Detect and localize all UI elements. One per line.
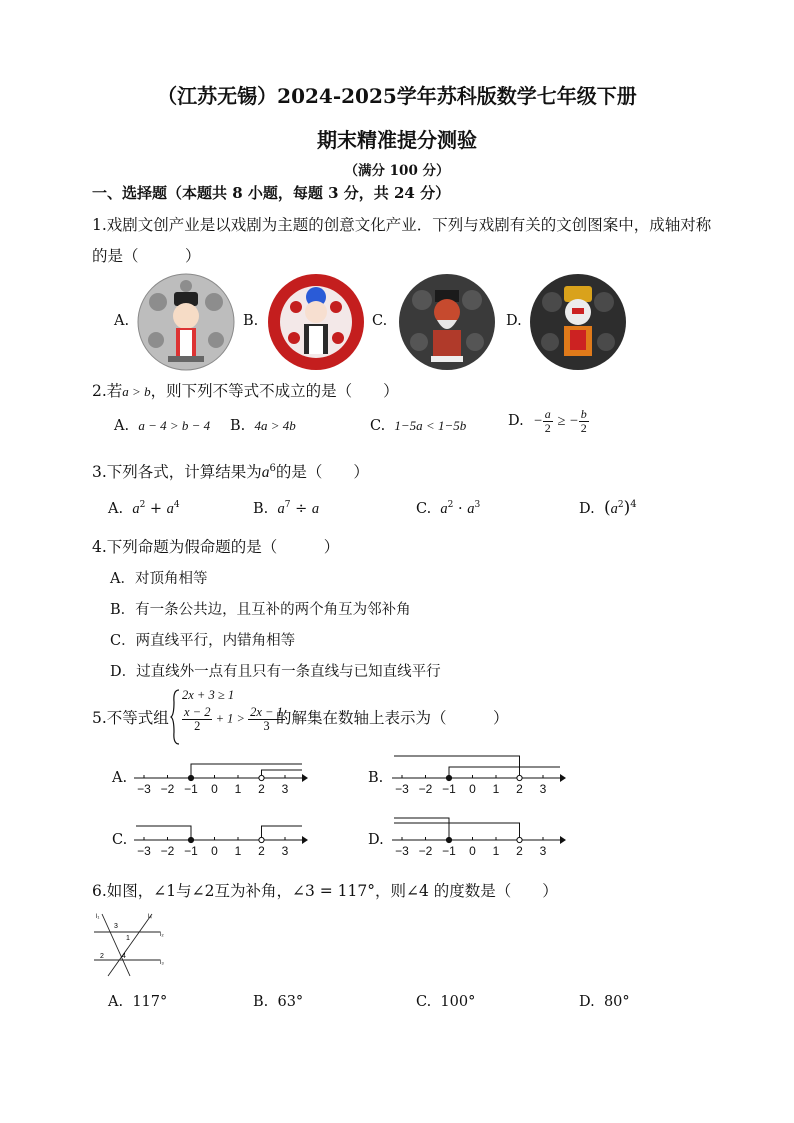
q5-inequality-1: 2x + 3 ≥ 1 <box>182 688 235 702</box>
q6-label-d: D. <box>579 994 595 1010</box>
q6-value-d: 80° <box>603 994 630 1010</box>
q3-d-exp1: 2 <box>617 500 624 511</box>
q5-option-a-label: A. <box>112 770 128 786</box>
q6-figure <box>92 910 166 980</box>
q3-c-op: · <box>453 500 468 517</box>
tick-label: −2 <box>418 782 433 796</box>
fig-label-l2: l₂ <box>160 932 164 938</box>
axis-arrow-icon <box>560 774 566 782</box>
q5-option-b-label: B. <box>368 770 384 786</box>
q2-d-num1: a <box>544 407 551 421</box>
q3-d-base: a <box>610 501 618 517</box>
fig-label-4: 4 <box>122 953 126 960</box>
q5-inequality-2 <box>182 706 285 733</box>
solution-ray <box>394 818 449 840</box>
q5-frac2-num: 2x − 1 <box>250 705 283 719</box>
tick-label: 3 <box>281 782 289 796</box>
fig-label-2: 2 <box>100 953 104 960</box>
score-note: （满分 100 分） <box>344 163 450 179</box>
tick-label: 2 <box>516 782 523 796</box>
question-1-text-cont: 的是（ ） <box>92 247 201 265</box>
q2-d-sign: − <box>532 413 543 430</box>
tick-label: 2 <box>516 844 523 858</box>
solution-ray <box>262 826 303 840</box>
q2-option-d <box>508 408 589 434</box>
q3-option-a <box>108 500 180 518</box>
q2-d-num2: b <box>580 407 587 421</box>
q2-option-b <box>230 418 296 434</box>
q4-option-a: A．对顶角相等 <box>110 571 208 587</box>
question-4-text: 4.下列命题为假命题的是（ ） <box>92 538 340 556</box>
q3-label-a: A. <box>108 500 124 517</box>
q3-text-pre: 3.下列各式，计算结果为 <box>92 463 262 481</box>
tick-label: −3 <box>137 844 151 858</box>
tick-label: 0 <box>211 844 218 858</box>
number-line-c <box>130 814 310 864</box>
tick-label: −3 <box>395 782 409 796</box>
q4-option-c: C．两直线平行，内错角相等 <box>110 633 296 649</box>
tick-label: −1 <box>442 782 456 796</box>
q3-text-post: 的是（ ） <box>275 463 369 481</box>
q3-a-exp2: 4 <box>173 500 180 510</box>
q3-b-exp1: 7 <box>284 500 291 510</box>
tick-label: −2 <box>160 782 175 796</box>
q3-c-base: a <box>440 500 448 517</box>
number-line-d <box>388 814 568 864</box>
hollow-point <box>517 837 522 842</box>
question-5-pre: 5.不等式组 <box>92 709 169 727</box>
tick-label: 0 <box>211 782 218 796</box>
fig-label-l3: l₃ <box>160 960 164 966</box>
opera-image-b <box>266 272 366 372</box>
q4-option-b: B．有一条公共边，且互补的两个角互为邻补角 <box>110 602 411 618</box>
q3-a-base: a <box>132 500 140 517</box>
q6-value-c: 100° <box>440 994 476 1010</box>
question-5-post: 的解集在数轴上表示为（ ） <box>276 709 509 727</box>
question-6-text: 6.如图，∠1与∠2互为补角，∠3 = 117°，则∠4 的度数是（ ） <box>92 882 558 900</box>
q3-d-outer-exp: 4 <box>630 499 637 511</box>
q2-label-c: C. <box>370 418 386 434</box>
q6-value-b: 63° <box>277 994 304 1010</box>
q5-option-d-label: D. <box>368 832 384 848</box>
hollow-point <box>259 837 264 842</box>
q3-b-op: ÷ <box>290 500 312 517</box>
solid-point <box>446 837 451 842</box>
q3-b-base2: a <box>311 500 320 517</box>
section-heading: 一、选择题（本题共 8 小题，每题 3 分，共 24 分） <box>92 184 451 202</box>
solid-point <box>188 775 193 780</box>
question-1-text: 1.戏剧文创产业是以戏剧为主题的创意文化产业．下列与戏剧有关的文创图案中，成轴对称 <box>92 216 712 234</box>
q2-text-post: ，则下列不等式不成立的是（ ） <box>150 382 399 400</box>
q2-option-c <box>370 418 466 434</box>
tick-label: −3 <box>137 782 151 796</box>
q2-d-den2: 2 <box>580 420 587 435</box>
q5-frac2-den: 3 <box>263 719 270 734</box>
tick-label: −3 <box>395 844 409 858</box>
tick-label: 1 <box>492 782 500 796</box>
solution-ray <box>394 823 520 840</box>
axis-arrow-icon <box>560 836 566 844</box>
q1-option-a-label: A. <box>114 313 130 329</box>
page-subtitle: 期末精准提分测验 <box>317 128 477 152</box>
q6-label-a: A. <box>108 994 124 1010</box>
page-title: （江苏无锡）2024-2025学年苏科版数学七年级下册 <box>157 84 637 108</box>
q3-target-exp: 6 <box>269 462 276 474</box>
q1-option-d-label: D. <box>506 313 522 329</box>
fig-label-l4: l₄ <box>148 914 152 920</box>
axis-arrow-icon <box>302 774 308 782</box>
tick-label: 3 <box>281 844 289 858</box>
q3-c-base2: a <box>467 500 475 517</box>
q6-option-d <box>579 994 630 1010</box>
q3-b-base: a <box>277 500 285 517</box>
q3-target-base: a <box>261 464 270 481</box>
q3-c-exp1: 2 <box>447 500 454 510</box>
tick-label: 2 <box>258 782 265 796</box>
solid-point <box>188 837 193 842</box>
question-2-text <box>92 379 399 401</box>
q2-label-b: B. <box>230 418 246 434</box>
q5-frac1-num: x − 2 <box>184 705 211 719</box>
axis-arrow-icon <box>302 836 308 844</box>
fig-label-l1: l₁ <box>96 914 100 920</box>
q2-option-a <box>114 418 210 434</box>
tick-label: 0 <box>469 844 476 858</box>
q3-option-b <box>253 500 319 518</box>
number-line-a <box>130 752 310 802</box>
q4-option-d: D．过直线外一点有且只有一条直线与已知直线平行 <box>110 664 441 680</box>
fig-label-3: 3 <box>114 923 118 930</box>
q6-label-c: C. <box>416 994 432 1010</box>
tick-label: −2 <box>160 844 175 858</box>
q2-value-b: 4a > 4b <box>254 418 296 433</box>
tick-label: 3 <box>539 844 547 858</box>
tick-label: 1 <box>492 844 500 858</box>
q3-label-c: C. <box>416 500 432 517</box>
q6-option-a <box>108 994 167 1010</box>
q3-a-base2: a <box>166 500 174 517</box>
q6-option-b <box>253 994 303 1010</box>
q3-label-b: B. <box>253 500 269 517</box>
question-3-text <box>92 460 369 482</box>
q2-text-pre: 2.若 <box>92 382 123 400</box>
q3-option-d: D. $(a^2)^4$ <box>579 498 637 518</box>
hollow-point <box>259 775 264 780</box>
q2-label-a: A. <box>114 418 130 434</box>
q2-d-den1: 2 <box>544 420 551 435</box>
q2-label-d: D. <box>508 413 524 430</box>
opera-image-c <box>397 272 497 372</box>
q2-d-rel: ≥ − <box>557 413 579 430</box>
q2-value-c: 1−5a < 1−5b <box>394 418 467 433</box>
tick-label: −2 <box>418 844 433 858</box>
number-line-b <box>388 752 568 802</box>
q1-option-c-label: C. <box>372 313 388 329</box>
tick-label: 3 <box>539 782 547 796</box>
tick-label: −1 <box>184 782 198 796</box>
opera-image-a <box>136 272 236 372</box>
q3-c-exp2: 3 <box>474 500 481 510</box>
q3-option-c <box>416 500 480 518</box>
q6-option-c <box>416 994 475 1010</box>
q2-value-a: a − 4 > b − 4 <box>138 418 211 433</box>
q5-option-c-label: C. <box>112 832 128 848</box>
q6-value-a: 117° <box>132 994 168 1010</box>
tick-label: 1 <box>234 844 242 858</box>
q5-ineq2-mid: + 1 > <box>215 711 245 726</box>
tick-label: 0 <box>469 782 476 796</box>
q3-a-op: + <box>145 500 167 517</box>
fig-label-1: 1 <box>126 935 130 942</box>
tick-label: 1 <box>234 782 242 796</box>
hollow-point <box>517 775 522 780</box>
q1-option-b-label: B. <box>243 313 259 329</box>
q6-label-b: B. <box>253 994 269 1010</box>
solid-point <box>446 775 451 780</box>
tick-label: 2 <box>258 844 265 858</box>
q2-condition: a > b <box>122 384 151 399</box>
brace-icon <box>170 688 180 746</box>
q3-label-d: D. <box>579 501 595 517</box>
solution-ray <box>262 770 303 778</box>
q3-a-exp1: 2 <box>139 500 146 510</box>
tick-label: −1 <box>442 844 456 858</box>
tick-label: −1 <box>184 844 198 858</box>
q5-frac1-den: 2 <box>194 719 201 734</box>
opera-image-d <box>528 272 628 372</box>
